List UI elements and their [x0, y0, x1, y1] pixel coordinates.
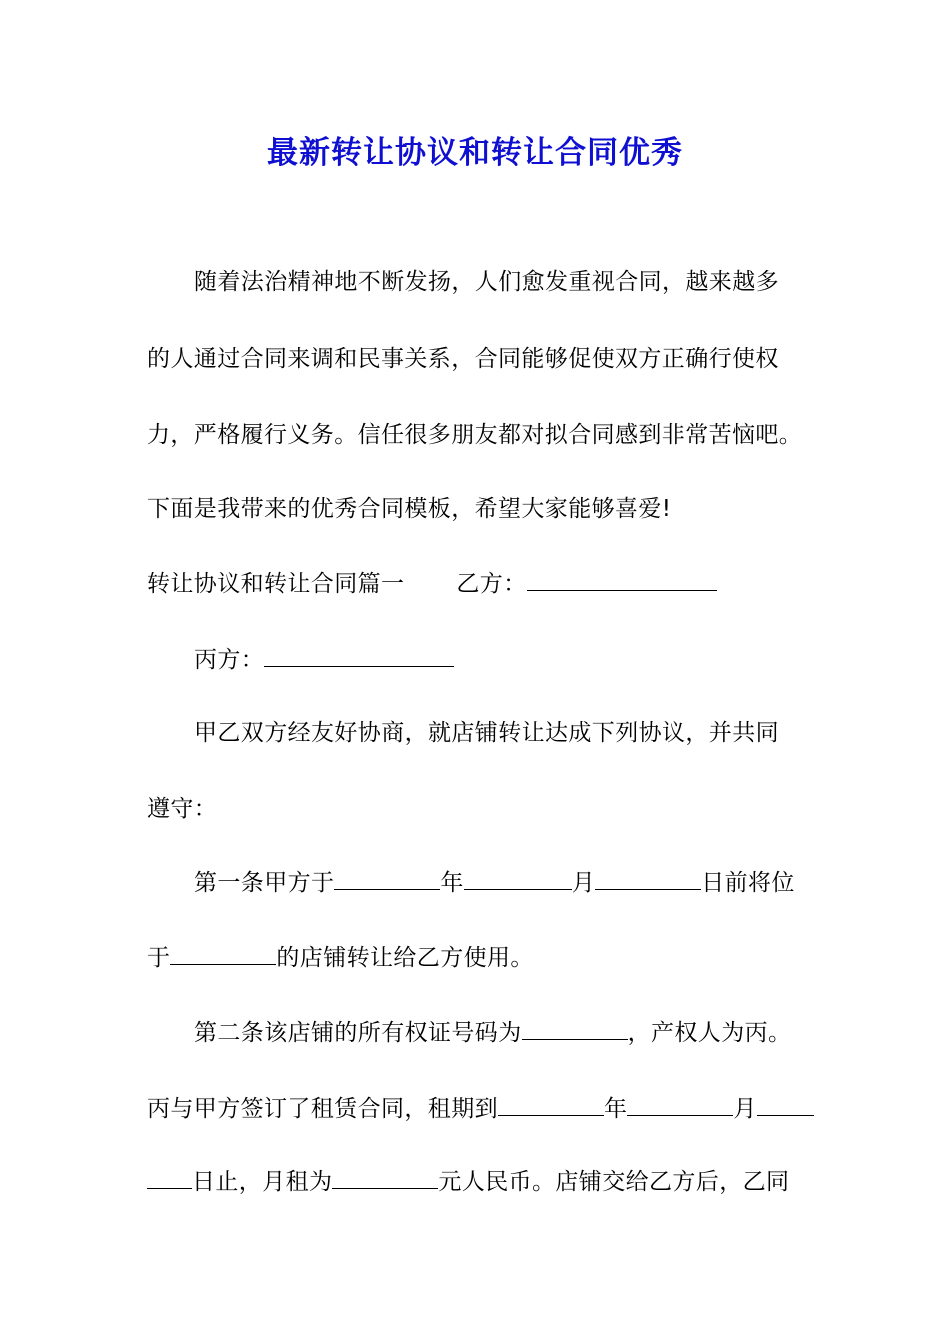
article-1-prefix: 第一条甲方于 [194, 870, 335, 896]
article-1-location-blank [170, 942, 276, 965]
article-1-line2-suffix: 的店铺转让给乙方使用。 [276, 945, 534, 971]
party-c-label: 丙方： [194, 647, 265, 673]
party-b-label: 乙方： [456, 571, 527, 597]
article-2-year: 年 [604, 1096, 628, 1122]
document-title: 最新转让协议和转让合同优秀 [267, 135, 683, 171]
article-2-month: 月 [733, 1096, 757, 1122]
article-2-year-blank [498, 1093, 604, 1116]
article-2-cert-blank [522, 1017, 628, 1040]
article-2-day: 日止，月租为 [192, 1169, 333, 1195]
article-2-line-3 [147, 1166, 789, 1198]
article-1-line2-prefix: 于 [147, 945, 171, 971]
article-2-line-2 [147, 1093, 814, 1125]
agreement-line-1: 甲乙双方经友好协商，就店铺转让达成下列协议，并共同 [194, 720, 779, 746]
agreement-line-2: 遵守： [147, 796, 218, 822]
article-2-day-blank-start [757, 1093, 814, 1116]
article-2-line2-prefix: 丙与甲方签订了租赁合同，租期到 [147, 1096, 498, 1122]
section-heading: 转让协议和转让合同篇一 [147, 571, 405, 597]
article-1-month-blank [464, 867, 572, 890]
article-1-line-2 [147, 942, 534, 974]
article-2-prefix: 第二条该店铺的所有权证号码为 [194, 1020, 522, 1046]
intro-line-4: 下面是我带来的优秀合同模板，希望大家能够喜爱! [147, 496, 672, 522]
section-heading-row [147, 568, 717, 600]
party-c-blank [264, 644, 454, 667]
article-2-month-blank [627, 1093, 733, 1116]
article-1-month: 月 [571, 870, 596, 896]
article-1-year: 年 [440, 870, 464, 896]
party-c-row [194, 644, 454, 676]
intro-line-3: 力，严格履行义务。信任很多朋友都对拟合同感到非常苦恼吧。 [147, 422, 803, 448]
article-2-suffix: ，产权人为丙。 [627, 1020, 792, 1046]
article-2-rent-blank [332, 1166, 438, 1189]
article-1-day-blank [595, 867, 701, 890]
party-b-blank [527, 568, 717, 591]
intro-line-1: 随着法治精神地不断发扬，人们愈发重视合同，越来越多 [194, 269, 779, 295]
article-1-line-1 [194, 867, 795, 899]
intro-line-2: 的人通过合同来调和民事关系，合同能够促使双方正确行使权 [147, 346, 779, 372]
article-2-rent-suffix: 元人民币。店铺交给乙方后，乙同 [438, 1169, 790, 1195]
article-2-day-blank-end [147, 1166, 192, 1189]
article-1-day-suffix: 日前将位 [701, 870, 795, 896]
article-1-year-blank [334, 867, 440, 890]
article-2-line-1 [194, 1017, 791, 1049]
